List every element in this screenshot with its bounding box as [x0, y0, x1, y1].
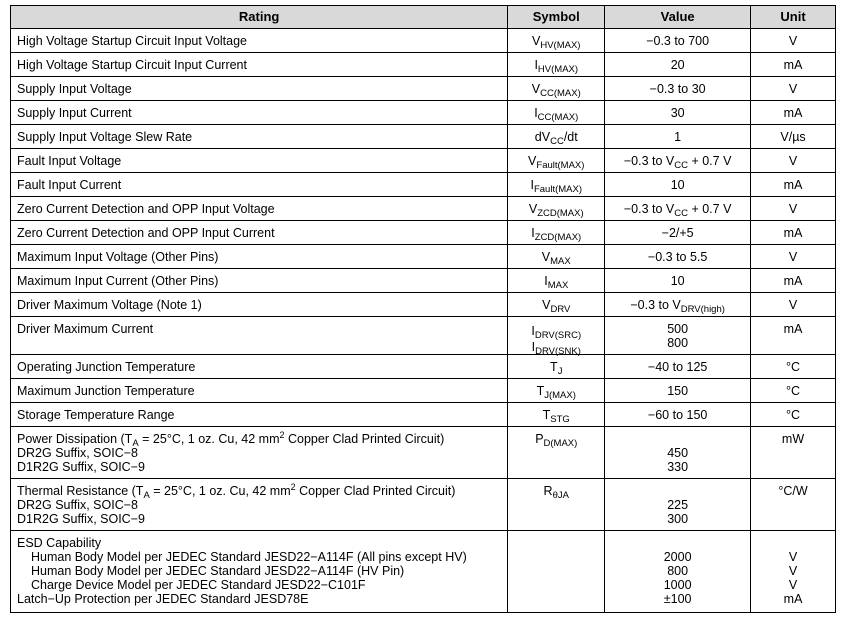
symbol-cell: $I_{Fault(MAX)}$ [508, 173, 605, 197]
rating-cell: Thermal Resistance ($T_A = 25^\circ C$, 1 oz. Cu, 42 $mm^2$ Copper Clad Printed Circuit) DR2G Suffix, SOIC−8 D1R2G Suffix, SOIC−9 [11, 479, 508, 531]
table-row [11, 77, 836, 101]
value-cell: 10 [605, 173, 751, 197]
symbol-cell: $V_{DRV}$ [508, 293, 605, 317]
table-row [11, 149, 836, 173]
unit-cell: mA [751, 173, 836, 197]
header-value: Value [605, 6, 751, 29]
unit-cell: °C [751, 403, 836, 427]
rating-cell: Supply Input Current [11, 101, 508, 125]
symbol-cell: $V_{Fault(MAX)}$ [508, 149, 605, 173]
table-row [11, 101, 836, 125]
rating-cell: Storage Temperature Range [11, 403, 508, 427]
value-cell: 10 [605, 269, 751, 293]
rating-cell: Operating Junction Temperature [11, 355, 508, 379]
rating-cell: Supply Input Voltage Slew Rate [11, 125, 508, 149]
table-row-power-dissipation [11, 427, 836, 479]
rating-cell: Maximum Input Current (Other Pins) [11, 269, 508, 293]
unit-cell: mA [751, 317, 836, 355]
value-cell: −0.3 to 700 [605, 29, 751, 53]
value-cell: 150 [605, 379, 751, 403]
rating-cell: High Voltage Startup Circuit Input Voltage [11, 29, 508, 53]
header-symbol: Symbol [508, 6, 605, 29]
rating-cell: Zero Current Detection and OPP Input Current [11, 221, 508, 245]
rating-cell: Driver Maximum Voltage (Note 1) [11, 293, 508, 317]
header-rating: Rating [11, 6, 508, 29]
symbol-cell: $V_{MAX}$ [508, 245, 605, 269]
table-row [11, 197, 836, 221]
unit-cell: mA [751, 101, 836, 125]
value-cell: −0.3 to $V_{CC} + 0.7$ V [605, 149, 751, 173]
rating-cell: Power Dissipation ($T_A = 25^\circ C$, 1 oz. Cu, 42 $mm^2$ Copper Clad Printed Circuit) DR2G Suffix, SOIC−8 D1R2G Suffix, SOIC−9 [11, 427, 508, 479]
symbol-cell: $R_{\theta JA}$ [508, 479, 605, 531]
symbol-cell: $V_{ZCD(MAX)}$ [508, 197, 605, 221]
unit-cell: mW [751, 427, 836, 479]
unit-cell: °C [751, 355, 836, 379]
symbol-cell: $T_J$ [508, 355, 605, 379]
symbol-cell: $I_{ZCD(MAX)}$ [508, 221, 605, 245]
unit-cell: V [751, 77, 836, 101]
symbol-cell: $I_{CC(MAX)}$ [508, 101, 605, 125]
symbol-cell: $V_{HV(MAX)}$ [508, 29, 605, 53]
rating-cell: Driver Maximum Current [11, 317, 508, 355]
value-cell: 2000 800 1000 ±100 [605, 531, 751, 613]
rating-cell: Zero Current Detection and OPP Input Voltage [11, 197, 508, 221]
table-row [11, 355, 836, 379]
unit-cell: mA [751, 53, 836, 77]
value-cell: −40 to 125 [605, 355, 751, 379]
unit-cell: °C [751, 379, 836, 403]
absolute-maximum-ratings-table [10, 5, 836, 613]
value-cell: 450 330 [605, 427, 751, 479]
unit-cell: mA [751, 269, 836, 293]
unit-cell: V [751, 29, 836, 53]
symbol-cell: $T_{J(MAX)}$ [508, 379, 605, 403]
rating-cell: ESD Capability Human Body Model per JEDEC Standard JESD22−A114F (All pins except HV) Human Body Model per JEDEC Standard JESD22−A114F (HV Pin) Charge Device Model per JEDEC Standard JESD22−C101F Latch−Up Protection per JEDEC Standard JESD78E [11, 531, 508, 613]
table-row [11, 379, 836, 403]
table-row [11, 173, 836, 197]
value-cell: −0.3 to $V_{CC} + 0.7$ V [605, 197, 751, 221]
table-row [11, 293, 836, 317]
table-row [11, 403, 836, 427]
value-cell: 1 [605, 125, 751, 149]
unit-cell: V [751, 245, 836, 269]
symbol-cell: $T_{STG}$ [508, 403, 605, 427]
symbol-cell: $dV_{CC}/dt$ [508, 125, 605, 149]
unit-cell: V [751, 293, 836, 317]
symbol-cell: $I_{DRV(SRC)}$ $I_{DRV(SNK)}$ [508, 317, 605, 355]
unit-cell: mA [751, 221, 836, 245]
value-cell: 500 800 [605, 317, 751, 355]
table-row [11, 29, 836, 53]
unit-cell: V [751, 149, 836, 173]
value-cell: −0.3 to $V_{DRV(high)}$ [605, 293, 751, 317]
symbol-cell: $I_{HV(MAX)}$ [508, 53, 605, 77]
table-row [11, 245, 836, 269]
value-cell: −0.3 to 30 [605, 77, 751, 101]
unit-cell: °C/W [751, 479, 836, 531]
table-row-esd [11, 531, 836, 613]
value-cell: −2/+5 [605, 221, 751, 245]
symbol-cell: $I_{MAX}$ [508, 269, 605, 293]
table-row [11, 221, 836, 245]
header-row [11, 6, 836, 29]
table-row [11, 125, 836, 149]
rating-cell: High Voltage Startup Circuit Input Current [11, 53, 508, 77]
value-cell: 20 [605, 53, 751, 77]
symbol-cell [508, 531, 605, 613]
header-unit: Unit [751, 6, 836, 29]
rating-cell: Supply Input Voltage [11, 77, 508, 101]
symbol-cell: $V_{CC(MAX)}$ [508, 77, 605, 101]
unit-cell: V [751, 197, 836, 221]
symbol-cell: $P_{D(MAX)}$ [508, 427, 605, 479]
rating-cell: Fault Input Voltage [11, 149, 508, 173]
value-cell: 30 [605, 101, 751, 125]
rating-cell: Maximum Junction Temperature [11, 379, 508, 403]
table-row [11, 53, 836, 77]
unit-cell: V/µs [751, 125, 836, 149]
value-cell: −0.3 to 5.5 [605, 245, 751, 269]
table-row [11, 269, 836, 293]
value-cell: 225 300 [605, 479, 751, 531]
unit-cell: V V V mA [751, 531, 836, 613]
rating-cell: Maximum Input Voltage (Other Pins) [11, 245, 508, 269]
table-row-thermal-resistance [11, 479, 836, 531]
rating-cell: Fault Input Current [11, 173, 508, 197]
value-cell: −60 to 150 [605, 403, 751, 427]
table-row-driver-current [11, 317, 836, 355]
